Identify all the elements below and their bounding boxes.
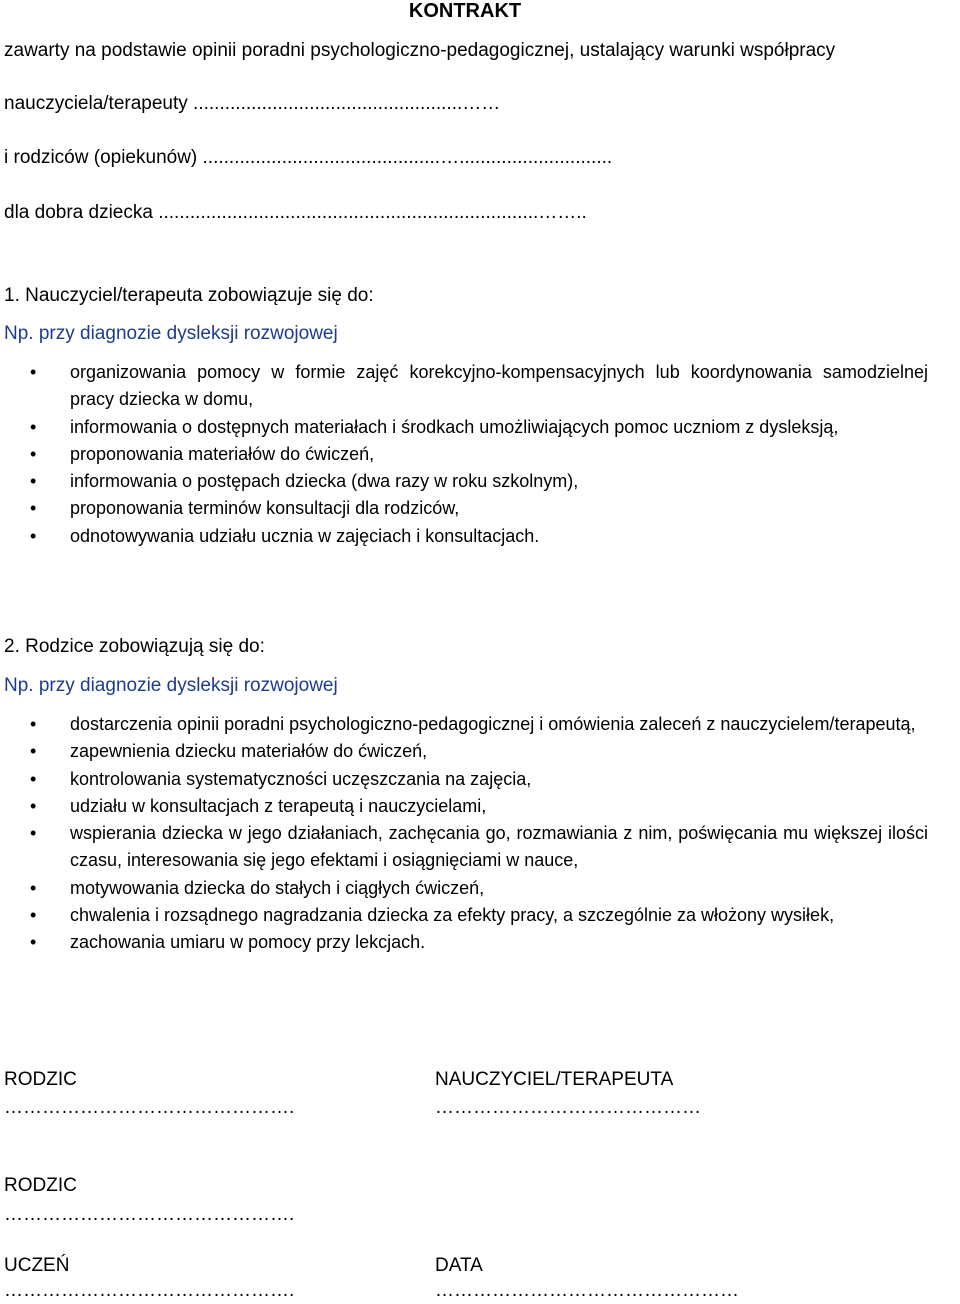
list-item: • organizowania pomocy w formie zajęć korekcyjno-kompensacyjnych lub koordynowania samodzielnej pracy dziecka w domu,: [30, 359, 928, 414]
section1-hint: Np. przy diagnozie dysleksji rozwojowej: [4, 323, 338, 344]
list-item: • odnotowywania udziału ucznia w zajęciach i konsultacjach.: [30, 523, 928, 550]
section1-list: [30, 359, 928, 550]
intro-line-3: i rodziców (opiekunów) .............................................….............................: [4, 147, 613, 168]
parent1-label: RODZIC: [4, 1069, 77, 1090]
student-label: UCZEŃ: [4, 1255, 70, 1276]
list-item: • wspierania dziecka w jego działaniach, zachęcania go, rozmawiania z nim, poświęcania mu większej ilości czasu, interesowania się jego efektami i osiągnięciami w nauce,: [30, 820, 928, 875]
parent1-signature-line: ……………………………………….: [4, 1097, 295, 1118]
bullet-icon: •: [30, 362, 37, 382]
bullet-icon: •: [30, 498, 37, 519]
date-line: …………………………………………: [435, 1280, 739, 1301]
list-item: • proponowania materiałów do ćwiczeń,: [30, 441, 928, 468]
parent2-signature-line: ……………………………………….: [4, 1204, 295, 1225]
intro-line-2: nauczyciela/terapeuty ...................................................……: [4, 93, 501, 114]
bullet-icon: •: [30, 443, 37, 464]
teacher-signature-line: ……………………………………: [435, 1097, 701, 1118]
list-item: • informowania o dostępnych materiałach i środkach umożliwiających pomoc uczniom z dysleksją,: [30, 414, 928, 441]
bullet-icon: •: [30, 823, 37, 844]
list-item: • zachowania umiaru w pomocy przy lekcjach.: [30, 929, 928, 956]
list-item: • kontrolowania systematyczności uczęszczania na zajęcia,: [30, 766, 928, 793]
bullet-icon: •: [30, 795, 37, 816]
list-item: • proponowania terminów konsultacji dla rodziców,: [30, 495, 928, 522]
section2-list: [30, 711, 928, 957]
bullet-icon: •: [30, 471, 37, 492]
bullet-icon: •: [30, 416, 37, 437]
list-item: • dostarczenia opinii poradni psychologiczno-pedagogicznej i omówienia zaleceń z nauczycielem/terapeutą,: [30, 711, 928, 738]
bullet-icon: •: [30, 714, 37, 734]
section1-heading: 1. Nauczyciel/terapeuta zobowiązuje się do:: [4, 285, 374, 306]
bullet-icon: •: [30, 768, 37, 789]
list-item: • informowania o postępach dziecka (dwa razy w roku szkolnym),: [30, 468, 928, 495]
bullet-icon: •: [30, 741, 37, 762]
parent2-label: RODZIC: [4, 1175, 77, 1196]
section2-hint: Np. przy diagnozie dysleksji rozwojowej: [4, 675, 338, 696]
section2-heading: 2. Rodzice zobowiązują się do:: [4, 636, 265, 657]
student-signature-line: ……………………………………….: [4, 1280, 295, 1301]
list-item: • udziału w konsultacjach z terapeutą i nauczycielami,: [30, 793, 928, 820]
intro-line-4: dla dobra dziecka ........................................................................……..: [4, 202, 587, 223]
bullet-icon: •: [30, 932, 37, 953]
intro-line-1: zawarty na podstawie opinii poradni psychologiczno-pedagogicznej, ustalający warunki współpracy: [4, 40, 836, 61]
list-item: • zapewnienia dziecku materiałów do ćwiczeń,: [30, 738, 928, 765]
list-item: • chwalenia i rozsądnego nagradzania dziecka za efekty pracy, a szczególnie za włożony wysiłek,: [30, 902, 928, 929]
bullet-icon: •: [30, 877, 37, 898]
date-label: DATA: [435, 1255, 483, 1276]
bullet-icon: •: [30, 525, 37, 546]
bullet-icon: •: [30, 905, 37, 926]
teacher-label: NAUCZYCIEL/TERAPEUTA: [435, 1069, 674, 1090]
list-item: • motywowania dziecka do stałych i ciągłych ćwiczeń,: [30, 875, 928, 902]
document-title: KONTRAKT: [408, 0, 522, 22]
